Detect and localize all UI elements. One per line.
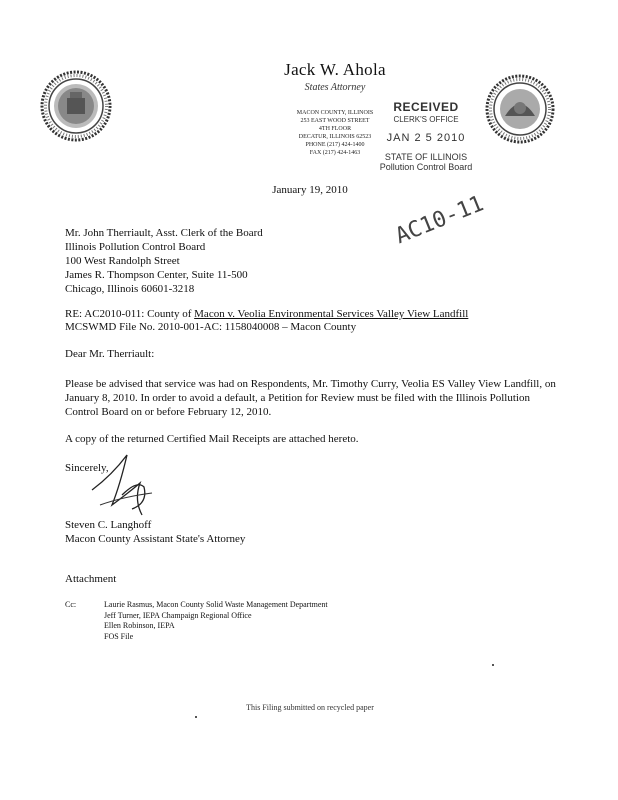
address-line: DECATUR, ILLINOIS 62523 bbox=[298, 134, 372, 140]
stamp-date: JAN 2 5 2010 bbox=[386, 132, 466, 144]
signer-name: Steven C. Langhoff bbox=[65, 519, 152, 531]
signer-block bbox=[65, 518, 245, 546]
state-seal-icon bbox=[485, 74, 555, 144]
recipient-line: Mr. John Therriault, Asst. Clerk of the Board bbox=[65, 227, 263, 239]
recipient-line: James R. Thompson Center, Suite 11-500 bbox=[65, 269, 248, 281]
county-seal-icon bbox=[40, 70, 112, 142]
address-line: PHONE (217) 424-1400 bbox=[305, 142, 365, 148]
recipient-block bbox=[65, 226, 263, 296]
attorney-title: States Attorney bbox=[304, 82, 366, 93]
stamp-received: RECEIVED bbox=[393, 100, 459, 114]
speck bbox=[195, 716, 197, 718]
stamp-office: CLERK'S OFFICE bbox=[393, 115, 459, 124]
re-prefix: RE: AC2010-011: County of bbox=[65, 308, 195, 320]
speck bbox=[492, 664, 494, 666]
body-paragraph-1: Please be advised that service was had on Respondents, Mr. Timothy Curry, Veolia ES Valley View Landfill, on January 8, 2010. In order to avoid a default, a Petition for Review must be filed with the Illinois Pollution Control Board on or before February 12, 2010. bbox=[65, 378, 556, 418]
recipient-line: Chicago, Illinois 60601-3218 bbox=[65, 283, 195, 295]
stamp-state: STATE OF ILLINOIS bbox=[384, 152, 468, 162]
signer-title: Macon County Assistant State's Attorney bbox=[65, 533, 246, 545]
recipient-line: 100 West Randolph Street bbox=[65, 255, 180, 267]
recycled-paper-footer: This Filing submitted on recycled paper bbox=[246, 703, 374, 712]
cc-item: FOS File bbox=[104, 631, 134, 641]
cc-label: Cc: bbox=[65, 600, 77, 609]
cc-item: Jeff Turner, IEPA Champaign Regional Office bbox=[104, 610, 252, 620]
re-block bbox=[65, 308, 565, 334]
address-line: MACON COUNTY, ILLINOIS bbox=[296, 110, 374, 116]
attorney-name: Jack W. Ahola bbox=[284, 60, 386, 79]
cc-item: Laurie Rasmus, Macon County Solid Waste Management Department bbox=[104, 600, 328, 609]
stamp-board: Pollution Control Board bbox=[379, 162, 473, 172]
address-line: 253 EAST WOOD STREET bbox=[300, 118, 370, 124]
received-stamp bbox=[368, 100, 484, 172]
attachment-label: Attachment bbox=[65, 573, 117, 585]
address-line: FAX (217) 424-1463 bbox=[309, 150, 361, 156]
salutation: Dear Mr. Therriault: bbox=[65, 348, 155, 360]
recipient-line: Illinois Pollution Control Board bbox=[65, 241, 206, 253]
body-paragraph-2: A copy of the returned Certified Mail Receipts are attached hereto. bbox=[65, 433, 359, 445]
handwritten-case-number: AC10-11 bbox=[392, 191, 488, 250]
cc-list bbox=[104, 600, 328, 642]
re-case-title: Macon v. Veolia Environmental Services Valley View Landfill bbox=[194, 308, 469, 320]
re-line-1 bbox=[65, 308, 565, 321]
cc-item: Ellen Robinson, IEPA bbox=[104, 621, 175, 630]
re-line-2: MCSWMD File No. 2010-001-AC: 1158040008 – Macon County bbox=[65, 321, 357, 333]
letter-date: January 19, 2010 bbox=[272, 184, 348, 196]
closing: Sincerely, bbox=[65, 462, 109, 474]
address-line: 4TH FLOOR bbox=[318, 126, 352, 132]
